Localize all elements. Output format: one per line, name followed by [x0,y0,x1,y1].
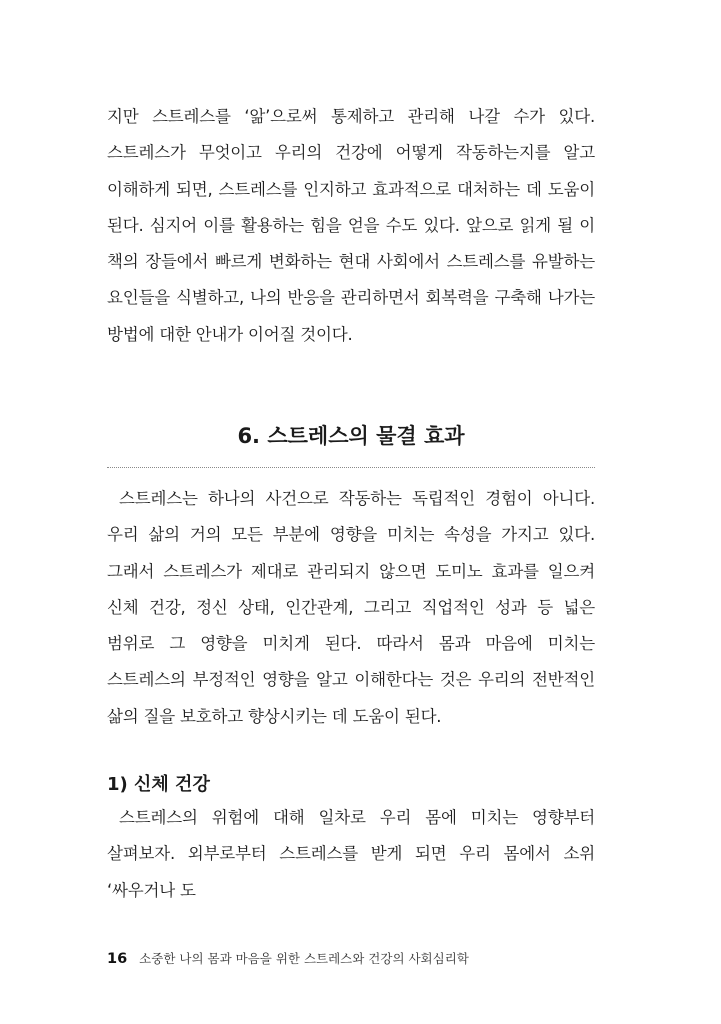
page-number: 16 [107,951,128,967]
subsection-title: 1) 신체 건강 [107,774,210,795]
body-paragraph-ripple-effect: 스트레스는 하나의 사건으로 작동하는 독립적인 경험이 아니다. 우리 삶의 거의 모든 부분에 영향을 미치는 속성을 가지고 있다. 그래서 스트레스가 제대로 관리되지 않으면 도미노 효과를 일으켜 신체 건강, 정신 상태, 인간관계, 그리고 직업적인 성과 등 넓은 범위로 그 영향을 미치게 된다. 따라서 몸과 마음에 미치는 스트레스의 부정적인 영향을 알고 이해한다는 것은 우리의 전반적인 삶의 질을 보호하고 향상시키는 데 도움이 된다. [107,489,595,726]
running-book-title: 소중한 나의 몸과 마음을 위한 스트레스와 건강의 사회심리학 [139,951,469,966]
section-divider [107,467,595,468]
body-paragraph-physical-health: 스트레스의 위험에 대해 일차로 우리 몸에 미치는 영향부터 살펴보자. 외부로부터 스트레스를 받게 되면 우리 몸에서 소위 ‘싸우거나 도 [107,808,595,900]
body-paragraph-intro-continued: 지만 스트레스를 ‘앎’으로써 통제하고 관리해 나갈 수가 있다. 스트레스가 무엇이고 우리의 건강에 어떻게 작동하는지를 알고 이해하게 되면, 스트레스를 인지하고 효과적으로 대처하는 데 도움이 된다. 심지어 이를 활용하는 힘을 얻을 수도 있다. 앞으로 읽게 될 이 책의 장들에서 빠르게 변화하는 현대 사회에서 스트레스를 유발하는 요인들을 식별하고, 나의 반응을 관리하면서 회복력을 구축해 나가는 방법에 대한 안내가 이어질 것이다. [107,107,595,344]
page-footer [107,950,469,968]
section-title: 6. 스트레스의 물결 효과 [237,424,465,448]
